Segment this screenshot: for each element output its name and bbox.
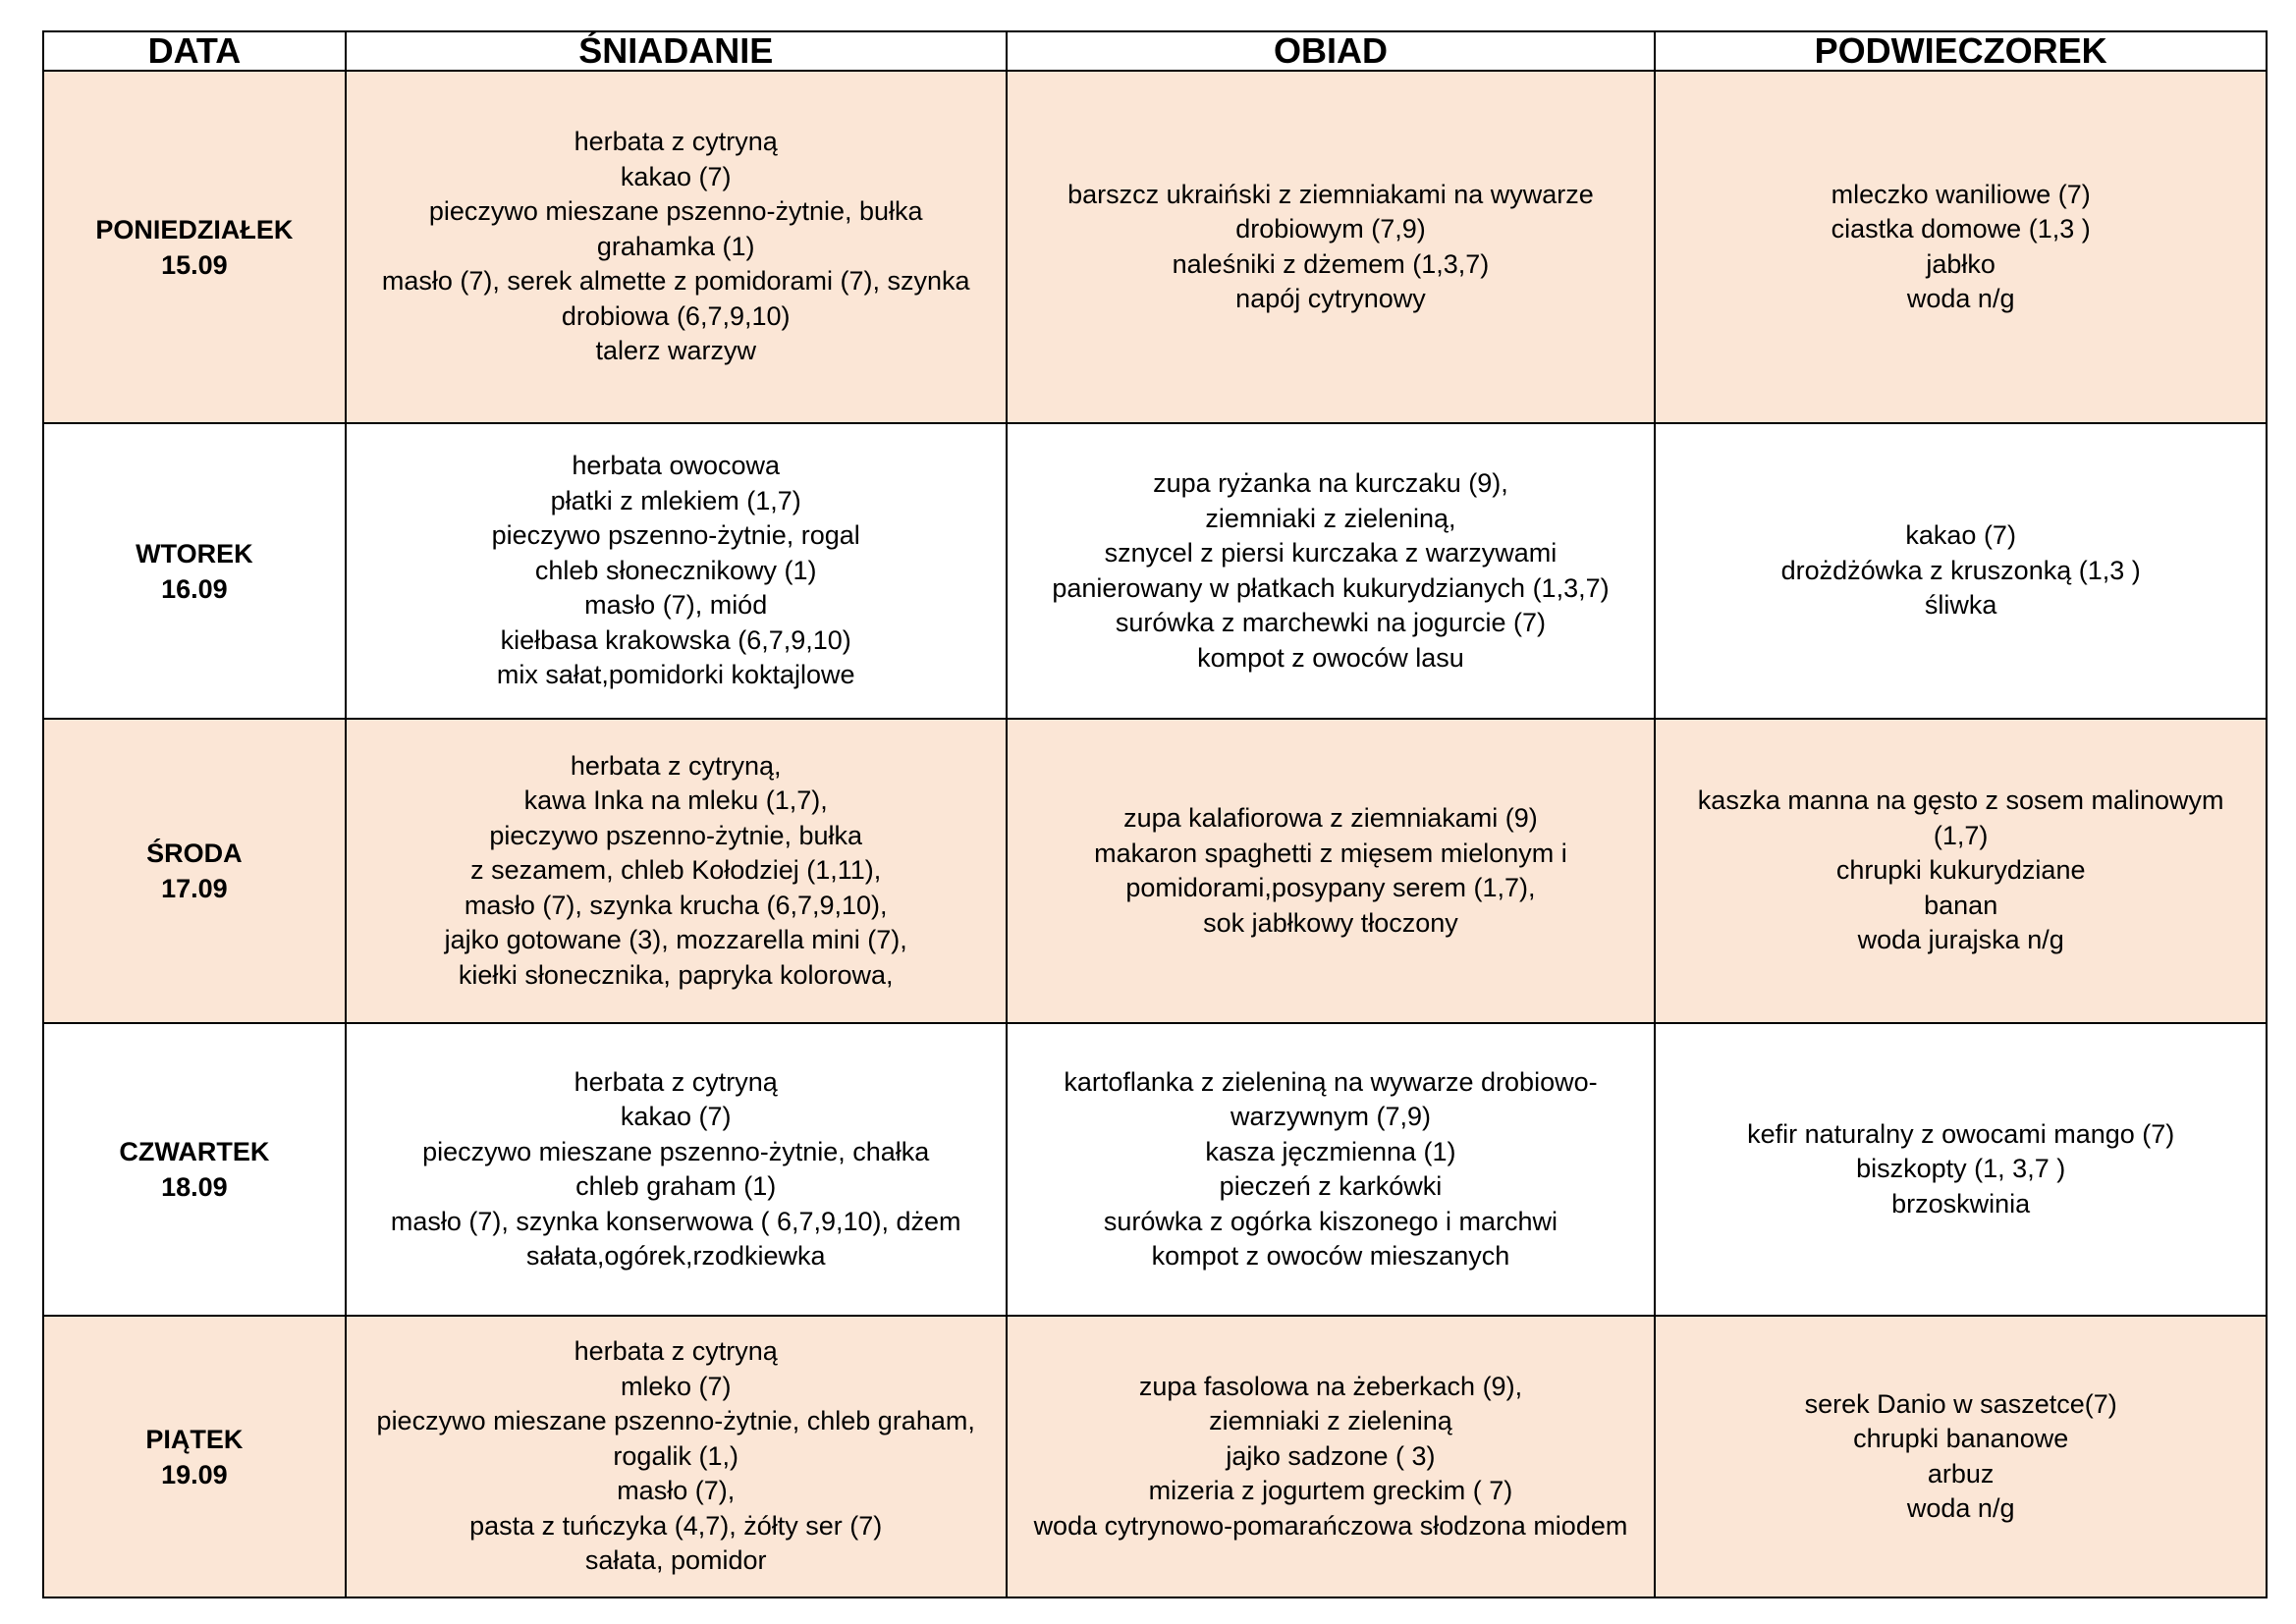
- breakfast-line: masło (7), miód: [584, 590, 768, 621]
- day-name: PIĄTEK: [145, 1424, 244, 1454]
- snack-line: woda n/g: [1906, 284, 2015, 313]
- snack-line: banan: [1924, 890, 1998, 920]
- breakfast-cell: [346, 423, 1007, 719]
- day-row: [43, 423, 2267, 719]
- lunch-line: mizeria z jogurtem greckim ( 7): [1148, 1476, 1513, 1506]
- snack-line: ciastka domowe (1,3 ): [1831, 214, 2091, 244]
- lunch-line: kompot z owoców mieszanych: [1151, 1241, 1510, 1271]
- breakfast-line: pieczywo pszenno-żytnie, rogal: [491, 520, 860, 551]
- snack-line: woda jurajska n/g: [1857, 925, 2064, 955]
- breakfast-line: pieczywo mieszane pszenno-żytnie, chleb graham,: [376, 1406, 975, 1436]
- lunch-line: surówka z marchewki na jogurcie (7): [1115, 608, 1547, 637]
- breakfast-cell: [346, 1316, 1007, 1597]
- day-cell: [43, 1316, 346, 1597]
- lunch-line: kartoflanka z zieleniną na wywarze drobiowo-: [1064, 1066, 1598, 1097]
- lunch-line: zupa ryżanka na kurczaku (9),: [1153, 468, 1508, 498]
- day-row: [43, 1316, 2267, 1597]
- lunch-cell: [1007, 1316, 1656, 1597]
- breakfast-line: pieczywo pszenno-żytnie, bułka: [489, 820, 863, 850]
- breakfast-line: herbata z cytryną: [574, 1066, 778, 1097]
- breakfast-line: masło (7), szynka krucha (6,7,9,10),: [464, 890, 888, 920]
- snack-line: chrupki kukurydziane: [1835, 855, 2086, 886]
- lunch-line: napój cytrynowy: [1235, 284, 1426, 313]
- lunch-line: zupa fasolowa na żeberkach (9),: [1138, 1371, 1523, 1401]
- breakfast-line: kawa Inka na mleku (1,7),: [523, 785, 828, 816]
- breakfast-line: sałata,ogórek,rzodkiewka: [525, 1241, 826, 1271]
- breakfast-cell: [346, 1023, 1007, 1316]
- breakfast-line: z sezamem, chleb Kołodziej (1,11),: [470, 855, 882, 886]
- breakfast-line: grahamka (1): [596, 231, 755, 261]
- lunch-line: ziemniaki z zieleniną: [1209, 1406, 1452, 1436]
- lunch-line: drobiowym (7,9): [1235, 214, 1426, 244]
- breakfast-line: pasta z tuńczyka (4,7), żółty ser (7): [469, 1510, 883, 1541]
- lunch-line: sok jabłkowy tłoczony: [1203, 907, 1458, 938]
- breakfast-line: płatki z mlekiem (1,7): [550, 485, 801, 515]
- day-cell: [43, 71, 346, 423]
- breakfast-line: kakao (7): [620, 1102, 732, 1131]
- breakfast-line: mleko (7): [620, 1371, 732, 1401]
- day-date: 19.09: [161, 1459, 228, 1489]
- snack-line: kefir naturalny z owocami mango (7): [1747, 1118, 2175, 1149]
- snack-line: drożdżówka z kruszonką (1,3 ): [1780, 555, 2141, 585]
- breakfast-line: masło (7), szynka konserwowa ( 6,7,9,10), dżem: [390, 1206, 961, 1236]
- breakfast-line: pieczywo mieszane pszenno-żytnie, bułka: [428, 196, 923, 227]
- breakfast-cell: [346, 71, 1007, 423]
- lunch-line: sznycel z piersi kurczaka z warzywami: [1104, 538, 1558, 568]
- day-date: 18.09: [161, 1172, 228, 1202]
- lunch-line: kasza jęczmienna (1): [1205, 1136, 1456, 1166]
- day-name: WTOREK: [136, 538, 253, 568]
- menu-table: [42, 30, 2268, 1598]
- breakfast-line: talerz warzyw: [595, 336, 756, 366]
- lunch-line: zupa kalafiorowa z ziemniakami (9): [1123, 803, 1538, 833]
- snack-cell: [1655, 1023, 2267, 1316]
- lunch-cell: [1007, 423, 1656, 719]
- day-date: 16.09: [161, 573, 228, 604]
- snack-line: arbuz: [1927, 1458, 1995, 1489]
- lunch-line: pomidorami,posypany serem (1,7),: [1125, 873, 1536, 902]
- snack-line: brzoskwinia: [1891, 1188, 2031, 1218]
- snack-line: chrupki bananowe: [1853, 1424, 2069, 1453]
- header-date: DATA: [43, 31, 346, 71]
- day-cell: [43, 423, 346, 719]
- lunch-line: jajko sadzone ( 3): [1226, 1440, 1436, 1471]
- snack-cell: [1655, 71, 2267, 423]
- menu-body: [43, 71, 2267, 1597]
- breakfast-line: chleb graham (1): [575, 1171, 777, 1201]
- breakfast-line: herbata z cytryną: [574, 127, 778, 157]
- breakfast-line: chleb słonecznikowy (1): [534, 555, 817, 585]
- lunch-line: panierowany w płatkach kukurydzianych (1,3,7): [1052, 572, 1610, 603]
- lunch-line: makaron spaghetti z mięsem mielonym i: [1094, 838, 1567, 868]
- snack-line: (1,7): [1933, 820, 1989, 850]
- day-cell: [43, 1023, 346, 1316]
- header-snack: PODWIECZOREK: [1655, 31, 2267, 71]
- breakfast-line: mix sałat,pomidorki koktajlowe: [496, 660, 855, 690]
- breakfast-line: rogalik (1,): [613, 1440, 738, 1471]
- lunch-line: naleśniki z dżemem (1,3,7): [1172, 248, 1490, 279]
- lunch-line: woda cytrynowo-pomarańczowa słodzona miodem: [1033, 1510, 1628, 1541]
- lunch-line: kompot z owoców lasu: [1197, 642, 1464, 673]
- day-name: ŚRODA: [146, 839, 243, 868]
- lunch-line: ziemniaki z zieleniną,: [1205, 503, 1456, 533]
- day-name: CZWARTEK: [119, 1137, 270, 1166]
- day-row: [43, 719, 2267, 1023]
- snack-line: kaszka manna na gęsto z sosem malinowym: [1697, 785, 2224, 816]
- lunch-line: barszcz ukraiński z ziemniakami na wywarze: [1067, 179, 1594, 209]
- day-date: 17.09: [161, 874, 228, 903]
- day-cell: [43, 719, 346, 1023]
- snack-cell: [1655, 719, 2267, 1023]
- breakfast-line: masło (7),: [617, 1476, 736, 1506]
- breakfast-line: kiełbasa krakowska (6,7,9,10): [500, 624, 851, 655]
- breakfast-line: pieczywo mieszane pszenno-żytnie, chałka: [422, 1136, 930, 1166]
- day-row: [43, 1023, 2267, 1316]
- lunch-line: warzywnym (7,9): [1230, 1102, 1431, 1131]
- snack-line: mleczko waniliowe (7): [1831, 179, 2091, 209]
- snack-line: śliwka: [1924, 590, 1997, 621]
- breakfast-line: kakao (7): [620, 161, 732, 191]
- snack-line: biszkopty (1, 3,7 ): [1856, 1154, 2066, 1184]
- breakfast-cell: [346, 719, 1007, 1023]
- day-row: [43, 71, 2267, 423]
- lunch-cell: [1007, 1023, 1656, 1316]
- snack-line: woda n/g: [1906, 1493, 2015, 1523]
- lunch-line: pieczeń z karkówki: [1219, 1171, 1443, 1201]
- header-row: [43, 31, 2267, 71]
- snack-line: kakao (7): [1905, 520, 2016, 551]
- snack-cell: [1655, 1316, 2267, 1597]
- breakfast-line: jajko gotowane (3), mozzarella mini (7),: [444, 925, 907, 955]
- breakfast-line: kiełki słonecznika, papryka kolorowa,: [458, 959, 894, 990]
- day-date: 15.09: [161, 249, 228, 280]
- snack-line: jabłko: [1926, 248, 1995, 279]
- lunch-cell: [1007, 719, 1656, 1023]
- breakfast-line: herbata z cytryną,: [570, 750, 782, 781]
- snack-cell: [1655, 423, 2267, 719]
- snack-line: serek Danio w saszetce(7): [1804, 1388, 2117, 1419]
- breakfast-line: drobiowa (6,7,9,10): [561, 300, 791, 331]
- header-breakfast: ŚNIADANIE: [346, 31, 1007, 71]
- breakfast-line: sałata, pomidor: [584, 1545, 767, 1576]
- breakfast-line: masło (7), serek almette z pomidorami (7), szynka: [381, 266, 970, 297]
- breakfast-line: herbata z cytryną: [574, 1336, 778, 1367]
- day-name: PONIEDZIAŁEK: [95, 214, 294, 244]
- header-lunch: OBIAD: [1007, 31, 1656, 71]
- lunch-line: surówka z ogórka kiszonego i marchwi: [1103, 1206, 1558, 1236]
- breakfast-line: herbata owocowa: [572, 451, 781, 481]
- lunch-cell: [1007, 71, 1656, 423]
